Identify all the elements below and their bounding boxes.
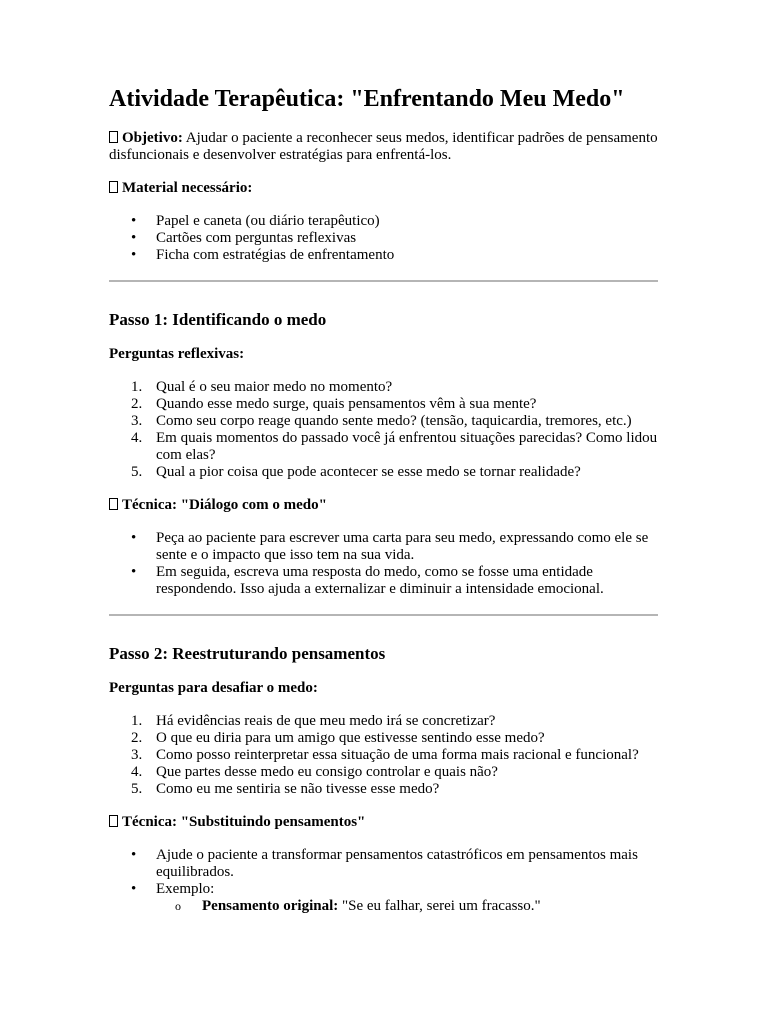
bullet-icon: • (131, 847, 137, 863)
objective-text: Ajudar o paciente a reconhecer seus medos, identificar padrões de pensamento disfuncionais e desenvolver estratégias para enfrentá-los. (109, 130, 658, 163)
list-item: 3. Como seu corpo reage quando sente medo? (tensão, taquicardia, tremores, etc.) (131, 413, 632, 429)
list-item: • Ficha com estratégias de enfrentamento (131, 247, 395, 263)
missing-glyph-icon (109, 181, 118, 193)
step2-heading: Passo 2: Reestruturando pensamentos (109, 644, 386, 663)
missing-glyph-icon (109, 815, 118, 827)
step2-technique-heading (109, 814, 661, 831)
list-item: 2. O que eu diria para um amigo que estivesse sentindo esse medo? (131, 730, 545, 746)
objective-label: Objetivo: (122, 130, 183, 146)
list-item: 5. Como eu me sentiria se não tivesse esse medo? (131, 781, 440, 797)
list-item (156, 898, 661, 915)
missing-glyph-icon (109, 498, 118, 510)
list-item: 4. Que partes desse medo eu consigo controlar e quais não? (131, 764, 498, 780)
list-item: • Papel e caneta (ou diário terapêutico) (131, 213, 380, 229)
step2-technique-list (109, 847, 661, 915)
list-item: • Exemplo: o Pensamento original: "Se eu falhar, serei um fracasso." (109, 881, 661, 915)
bullet-icon: • (131, 230, 137, 246)
hollow-bullet-icon: o (175, 899, 181, 913)
example-text: "Se eu falhar, serei um fracasso." (338, 898, 541, 914)
list-item: • Cartões com perguntas reflexivas (131, 230, 357, 246)
bullet-icon: • (131, 247, 137, 263)
bullet-icon: • (131, 213, 137, 229)
materials-heading (109, 180, 661, 197)
list-item: 5. Qual a pior coisa que pode acontecer se esse medo se tornar realidade? (131, 464, 581, 480)
page-title: Atividade Terapêutica: "Enfrentando Meu Medo" (109, 86, 625, 112)
missing-glyph-icon (109, 131, 118, 143)
document-page (109, 84, 661, 915)
step1-heading: Passo 1: Identificando o medo (109, 310, 327, 329)
step2-questions-list (109, 713, 661, 798)
list-item: 4. Em quais momentos do passado você já enfrentou situações parecidas? Como lidou com elas? (131, 430, 658, 463)
list-item: • Ajude o paciente a transformar pensamentos catastróficos em pensamentos mais equilibrados. (131, 847, 638, 880)
materials-list (109, 213, 661, 264)
step2-technique-label: Técnica: "Substituindo pensamentos" (122, 814, 366, 830)
example-sublist (156, 898, 661, 915)
step1-technique-list (109, 530, 661, 598)
materials-label: Material necessário: (122, 180, 253, 196)
list-item: • Peça ao paciente para escrever uma carta para seu medo, expressando como ele se sente e o impacto que isso tem na sua vida. (131, 530, 649, 563)
list-item: 2. Quando esse medo surge, quais pensamentos vêm à sua mente? (131, 396, 537, 412)
step1-technique-label: Técnica: "Diálogo com o medo" (122, 497, 327, 513)
list-item: 1. Há evidências reais de que meu medo irá se concretizar? (131, 713, 496, 729)
bullet-icon: • (131, 530, 137, 546)
list-item: 1. Qual é o seu maior medo no momento? (131, 379, 393, 395)
step1-questions-heading: Perguntas reflexivas: (109, 346, 245, 362)
step2-questions-heading: Perguntas para desafiar o medo: (109, 680, 318, 696)
bullet-icon: • (131, 564, 137, 580)
list-item: • Em seguida, escreva uma resposta do medo, como se fosse uma entidade respondendo. Isso ajuda a externalizar e diminuir a intensidade emocional. (131, 564, 604, 597)
example-label: Pensamento original: (202, 898, 339, 914)
list-item: 3. Como posso reinterpretar essa situação de uma forma mais racional e funcional? (131, 747, 639, 763)
step1-questions-list (109, 379, 661, 481)
objective-paragraph (109, 130, 661, 164)
bullet-icon: • (131, 881, 137, 897)
step1-technique-heading (109, 497, 661, 514)
